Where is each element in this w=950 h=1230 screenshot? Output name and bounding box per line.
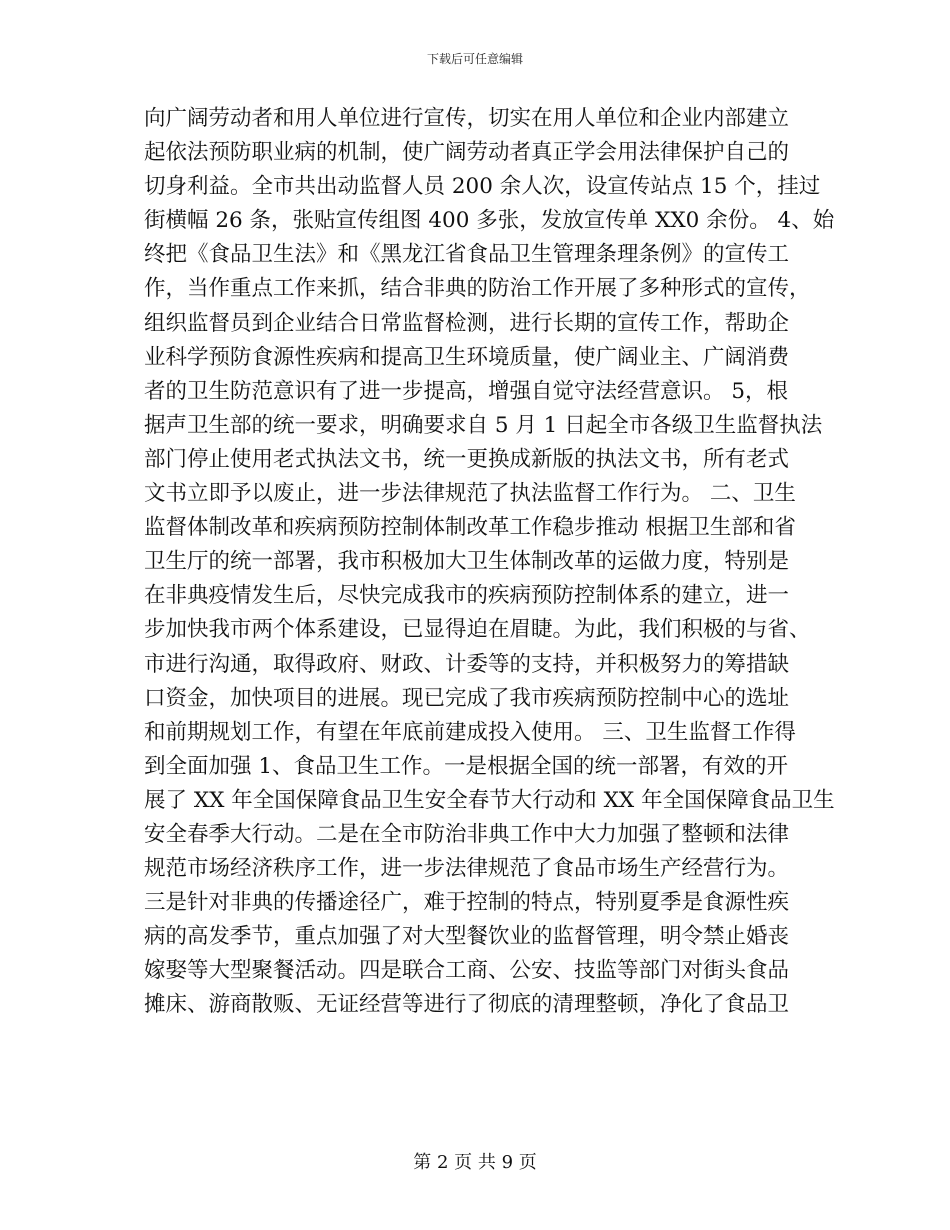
body-line: 摊床、游商散贩、无证经营等进行了彻底的清理整顿，净化了食品卫 bbox=[144, 992, 790, 1018]
body-line: 街横幅 26 条，张贴宣传组图 400 多张，发放宣传单 XX0 余份。 4、始 bbox=[144, 208, 835, 234]
body-line: 到全面加强 1、食品卫生工作。一是根据全国的统一部署，有效的开 bbox=[144, 753, 789, 779]
body-line: 监督体制改革和疾病预防控制体制改革工作稳步推动 根据卫生部和省 bbox=[144, 515, 796, 541]
page-header: 下载后可任意编辑 bbox=[426, 52, 523, 66]
body-line: 部门停止使用老式执法文书，统一更换成新版的执法文书，所有老式 bbox=[144, 446, 790, 472]
document-body bbox=[144, 102, 835, 1023]
body-line: 规范市场经济秩序工作，进一步法律规范了食品市场生产经营行为。 bbox=[144, 856, 790, 882]
body-line: 三是针对非典的传播途径广，难于控制的特点，特别夏季是食源性疾 bbox=[144, 890, 790, 916]
body-line: 市进行沟通，取得政府、财政、计委等的支持，并积极努力的筹措缺 bbox=[144, 651, 790, 677]
body-line: 业科学预防食源性疾病和提高卫生环境质量，使广阔业主、广阔消费 bbox=[144, 344, 790, 370]
body-line: 和前期规划工作，有望在年底前建成投入使用。 三、卫生监督工作得 bbox=[144, 719, 796, 745]
body-line: 据声卫生部的统一要求，明确要求自 5 月 1 日起全市各级卫生监督执法 bbox=[144, 412, 823, 438]
body-line: 病的高发季节，重点加强了对大型餐饮业的监督管理，明令禁止婚丧 bbox=[144, 924, 790, 950]
body-line: 组织监督员到企业结合日常监督检测，进行长期的宣传工作，帮助企 bbox=[144, 310, 790, 336]
body-line: 切身利益。全市共出动监督人员 200 余人次，设宣传站点 15 个，挂过 bbox=[144, 174, 821, 200]
body-line: 作，当作重点工作来抓，结合非典的防治工作开展了多种形式的宣传， bbox=[144, 276, 811, 302]
body-line: 嫁娶等大型聚餐活动。四是联合工商、公安、技监等部门对街头食品 bbox=[144, 958, 790, 984]
body-line: 口资金，加快项目的进展。现已完成了我市疾病预防控制中心的选址 bbox=[144, 685, 790, 711]
body-line: 卫生厅的统一部署，我市积极加大卫生体制改革的运做力度，特别是 bbox=[144, 549, 790, 575]
body-line: 在非典疫情发生后，尽快完成我市的疾病预防控制体系的建立，进一 bbox=[144, 583, 790, 609]
page-number: 第 2 页 共 9 页 bbox=[413, 1152, 537, 1173]
body-line: 步加快我市两个体系建设，已显得迫在眉睫。为此，我们积极的与省、 bbox=[144, 617, 811, 643]
body-line: 者的卫生防范意识有了进一步提高，增强自觉守法经营意识。 5，根 bbox=[144, 378, 789, 404]
body-line: 起依法预防职业病的机制，使广阔劳动者真正学会用法律保护自己的 bbox=[144, 140, 790, 166]
body-line: 终把《食品卫生法》和《黑龙江省食品卫生管理条理条例》的宣传工 bbox=[144, 242, 790, 268]
body-line: 向广阔劳动者和用人单位进行宣传，切实在用人单位和企业内部建立 bbox=[144, 106, 790, 131]
body-line: 安全春季大行动。二是在全市防治非典工作中大力加强了整顿和法律 bbox=[144, 821, 790, 847]
body-line: 展了 XX 年全国保障食品卫生安全春节大行动和 XX 年全国保障食品卫生 bbox=[144, 787, 835, 813]
body-line: 文书立即予以废止，进一步法律规范了执法监督工作行为。 二、卫生 bbox=[144, 481, 796, 507]
